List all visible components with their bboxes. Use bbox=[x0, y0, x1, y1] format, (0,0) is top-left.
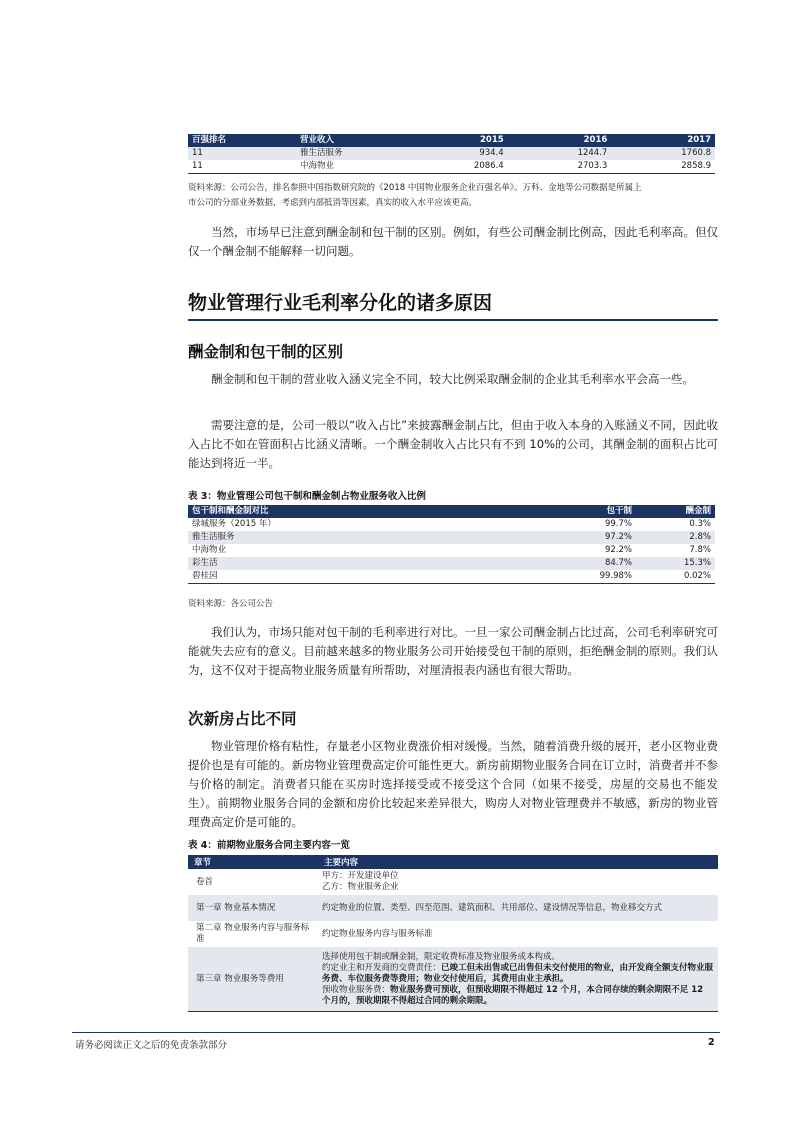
table-row bbox=[188, 544, 715, 557]
col-chapter-header: 章节 bbox=[188, 855, 318, 869]
table-source-note: 资料来源：各公司公告 bbox=[188, 599, 274, 609]
table-cell: 卷首 bbox=[196, 876, 214, 887]
table-cell: 2858.9 bbox=[611, 160, 715, 174]
table-cell: 第一章 物业基本情况 bbox=[188, 895, 318, 921]
table-cell: 2086.4 bbox=[404, 160, 508, 174]
table-row bbox=[188, 518, 715, 531]
footer-disclaimer: 请务必阅读正文之后的免责条款部分 bbox=[75, 1040, 228, 1051]
table-caption: 表 3：物业管理公司包干制和酬金制占物业服务收入比例 bbox=[188, 491, 426, 502]
table-cell bbox=[318, 869, 718, 895]
table-cell: 约定物业的位置、类型、四至范围、建筑面积、共用部位、建设情况等信息，物业移交方式 bbox=[318, 895, 718, 921]
table-row bbox=[188, 895, 718, 921]
col-2016-header: 2016 bbox=[508, 134, 612, 147]
content-line bbox=[322, 963, 714, 985]
col-2017-header: 2017 bbox=[611, 134, 715, 147]
section-divider bbox=[188, 319, 718, 321]
col-revenue-header: 营业收入 bbox=[296, 134, 404, 147]
table-cell: 第三章 物业服务等费用 bbox=[188, 947, 318, 1012]
table-cell: 中海物业 bbox=[296, 160, 404, 174]
table-row bbox=[188, 557, 715, 570]
billing-model-table bbox=[188, 505, 715, 584]
table-row bbox=[188, 921, 718, 947]
table-cell: 0.02% bbox=[636, 570, 715, 584]
content-line: 乙方：物业服务企业 bbox=[322, 882, 399, 892]
subsection-title: 次新房占比不同 bbox=[188, 710, 297, 728]
body-paragraph: 我们认为，市场只能对包干制的毛利率进行对比。一旦一家公司酬金制占比过高，公司毛利率研究可能就失去应有的意义。目前越来越多的物业服务公司开始接受包干制的原则，拒绝酬金制的原则。我们认为，这不仅对于提高物业服务质量有所帮助，对厘清报表内涵也有很大帮助。 bbox=[188, 625, 718, 677]
table-cell: 约定物业服务内容与服务标准 bbox=[322, 928, 433, 939]
page-number: 2 bbox=[708, 1037, 715, 1048]
top-ranking-table bbox=[188, 134, 715, 174]
table-source-note bbox=[188, 181, 642, 211]
col-commission-header: 酬金制 bbox=[636, 505, 715, 518]
col-2015-header: 2015 bbox=[404, 134, 508, 147]
table-cell: 11 bbox=[188, 160, 296, 174]
table-header-row bbox=[188, 134, 715, 147]
table-cell: 97.2% bbox=[536, 531, 636, 544]
body-paragraph: 需要注意的是，公司一般以“收入占比”来披露酬金制占比，但由于收入本身的入账涵义不同，因此收入占比不如在管面积占比涵义清晰。一个酬金制收入占比只有不到 10%的公司，其酬金制的面积占比可能达到将近一半。 bbox=[188, 418, 718, 470]
subsection-title: 酬金制和包干制的区别 bbox=[188, 343, 344, 361]
table-cell: 雅生活服务 bbox=[188, 531, 536, 544]
table-cell: 1760.8 bbox=[611, 147, 715, 160]
table-header-row bbox=[188, 505, 715, 518]
table-cell: 99.7% bbox=[604, 519, 632, 529]
table-row bbox=[188, 869, 718, 895]
table-row bbox=[188, 947, 718, 1012]
table-cell: 99.98% bbox=[536, 570, 636, 584]
content-prefix: 预收物业服务费： bbox=[322, 984, 391, 995]
table-cell: 15.3% bbox=[636, 557, 715, 570]
pre-contract-table bbox=[188, 855, 718, 1012]
table-row bbox=[188, 147, 715, 160]
table-cell: 92.2% bbox=[604, 545, 632, 555]
body-paragraph: 当然，市场早已注意到酬金制和包干制的区别。例如，有些公司酬金制比例高，因此毛利率高。但仅仅一个酬金制不能解释一切问题。 bbox=[188, 225, 718, 258]
source-line: 资料来源：公司公告，排名参照中国指数研究院的《2018 中国物业服务企业百强名单》。万科、金地等公司数据是所属上 bbox=[188, 183, 642, 193]
table-cell: 第二章 物业服务内容与服务标准 bbox=[196, 923, 310, 944]
footer-divider bbox=[72, 1032, 720, 1033]
content-prefix: 约定业主和开发商的交费责任： bbox=[322, 962, 442, 973]
table-cell: 彩生活 bbox=[188, 557, 536, 570]
content-line: 甲方：开发建设单位 bbox=[322, 871, 399, 881]
table-cell: 934.4 bbox=[404, 147, 508, 160]
content-line: 选择使用包干制或酬金制，限定收费标准及物业服务成本构成。 bbox=[322, 951, 561, 962]
table-header-row bbox=[188, 855, 718, 869]
body-paragraph: 酬金制和包干制的营业收入涵义完全不同，较大比例采取酬金制的企业其毛利率水平会高一些。 bbox=[211, 372, 694, 386]
col-content-header: 主要内容 bbox=[318, 855, 718, 869]
table-cell: 11 bbox=[188, 147, 296, 160]
table-cell: 碧桂园 bbox=[188, 570, 536, 584]
table-cell bbox=[318, 947, 718, 1012]
table-cell: 7.8% bbox=[689, 545, 711, 555]
source-line: 市公司的分部业务数据，考虑到内部抵消等因素，真实的收入水平应该更高。 bbox=[188, 198, 478, 208]
body-paragraph: 物业管理价格有粘性，存量老小区物业费涨价相对缓慢。当然，随着消费升级的展开，老小区物业费提价也是有可能的。新房物业管理费高定价可能性更大。新房前期物业服务合同在订立时，消费者并不参与价格的制定。消费者只能在买房时选择接受或不接受这个合同（如果不接受，房屋的交易也不能发生）。前期物业服务合同的金额和房价比较起来差异很大，购房人对物业管理费并不敏感，新房的物业管理费高定价是可能的。 bbox=[188, 739, 718, 829]
table-cell: 0.3% bbox=[689, 519, 711, 529]
table-caption: 表 4：前期物业服务合同主要内容一览 bbox=[188, 840, 350, 851]
table-cell: 1244.7 bbox=[508, 147, 612, 160]
table-cell: 中海物业 bbox=[192, 545, 227, 555]
table-cell: 绿城服务（2015 年） bbox=[192, 519, 276, 529]
table-cell: 2.8% bbox=[636, 531, 715, 544]
table-row bbox=[188, 160, 715, 174]
table-row bbox=[188, 570, 715, 584]
content-emphasis: 已竣工但未出售或已出售但未交付使用的物业，由开发商全额支付物业服务费、车位服务费等费用；物业交付使用后，其费用由业主承担。 bbox=[322, 962, 714, 984]
section-title: 物业管理行业毛利率分化的诸多原因 bbox=[188, 292, 493, 314]
table-cell: 84.7% bbox=[536, 557, 636, 570]
col-rank-header: 百强排名 bbox=[188, 134, 296, 147]
col-lump-sum-header: 包干制 bbox=[536, 505, 636, 518]
content-line bbox=[322, 985, 714, 1007]
table-cell: 2703.3 bbox=[508, 160, 612, 174]
table-cell: 雅生活服务 bbox=[296, 147, 404, 160]
content-emphasis: 物业服务费可预收，但预收期限不得超过 12 个月，本合同存续的剩余期限不足 12 个月的，预收期限不得超过合同的剩余期限。 bbox=[322, 984, 704, 1006]
table-row bbox=[188, 531, 715, 544]
col-company-header: 包干制和酬金制对比 bbox=[188, 505, 536, 518]
